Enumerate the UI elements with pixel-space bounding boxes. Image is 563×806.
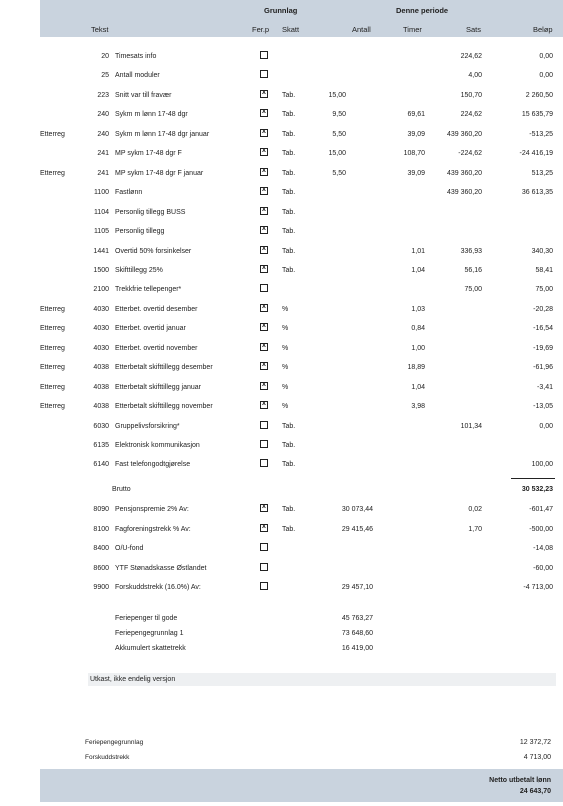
row-prefix: Etterreg bbox=[40, 130, 65, 138]
row-amount: 2 260,50 bbox=[525, 91, 553, 99]
summary-label: Forskuddstrekk bbox=[85, 754, 130, 761]
row-amount: 75,00 bbox=[535, 286, 553, 294]
row-tax: % bbox=[282, 364, 289, 372]
row-tax: Tab. bbox=[282, 247, 296, 255]
row-amount: -61,96 bbox=[533, 364, 553, 372]
col-ferp-heading: Fer.p bbox=[252, 25, 270, 34]
row-rate: 439 360,20 bbox=[446, 189, 482, 197]
row-code: 1500 bbox=[93, 266, 109, 274]
row-prefix: Etterreg bbox=[40, 383, 65, 391]
fer-checkbox[interactable] bbox=[260, 51, 268, 59]
row-amount: -14,08 bbox=[533, 545, 553, 552]
row-hours: 1,70 bbox=[468, 525, 482, 533]
row-qty: 5,50 bbox=[332, 130, 346, 138]
col-amount-heading: Beløp bbox=[533, 25, 553, 34]
row-amount: 0,00 bbox=[539, 72, 553, 80]
fer-checkbox[interactable] bbox=[260, 304, 268, 312]
row-code: 8090 bbox=[93, 506, 109, 513]
row-text: Personlig tillegg bbox=[115, 228, 165, 236]
deduction-row bbox=[0, 520, 563, 539]
row-amount: 340,30 bbox=[531, 247, 553, 255]
row-amount: -24 416,19 bbox=[519, 150, 553, 158]
row-hours: 39,09 bbox=[407, 169, 425, 177]
row-amount: 36 613,35 bbox=[521, 189, 553, 197]
row-qty: 5,50 bbox=[332, 169, 346, 177]
row-code: 2100 bbox=[93, 286, 109, 294]
row-amount: -500,00 bbox=[529, 525, 553, 533]
row-tax: Tab. bbox=[282, 111, 296, 119]
row-tax: Tab. bbox=[282, 150, 296, 158]
row-tax: Tab. bbox=[282, 208, 296, 216]
row-amount: -513,25 bbox=[529, 130, 553, 138]
row-text: Gruppelivsforsikring* bbox=[115, 422, 180, 430]
table-row bbox=[0, 397, 563, 416]
col-text-heading: Tekst bbox=[91, 25, 109, 34]
deduction-row bbox=[0, 578, 563, 597]
summary-value: 12 372,72 bbox=[519, 739, 551, 746]
row-amount: -60,00 bbox=[533, 564, 553, 572]
table-row bbox=[0, 144, 563, 163]
row-code: 6135 bbox=[93, 442, 109, 449]
fer-checkbox[interactable] bbox=[260, 129, 268, 137]
row-amount: 15 635,79 bbox=[521, 111, 553, 119]
row-rate: 101,34 bbox=[460, 422, 482, 430]
row-code: 4038 bbox=[93, 364, 109, 372]
net-pay-value: 24 643,70 bbox=[519, 788, 551, 795]
fer-checkbox[interactable] bbox=[260, 440, 268, 448]
row-tax: % bbox=[282, 325, 289, 333]
row-prefix: Etterreg bbox=[40, 305, 65, 313]
row-amount: -20,28 bbox=[533, 305, 553, 313]
row-text: Timesats info bbox=[115, 53, 157, 60]
row-prefix: Etterreg bbox=[40, 403, 65, 411]
row-code: 1100 bbox=[93, 189, 109, 197]
row-code: 6140 bbox=[93, 461, 109, 469]
row-prefix: Etterreg bbox=[40, 344, 65, 352]
row-amount: 0,00 bbox=[539, 422, 553, 430]
row-text: Sykm m lønn 17-48 dgr bbox=[115, 111, 188, 119]
table-row bbox=[0, 339, 563, 358]
table-row bbox=[0, 222, 563, 241]
row-rate: 4,00 bbox=[468, 72, 482, 80]
info-label: Feriepenger til gode bbox=[115, 615, 178, 622]
fer-checkbox[interactable] bbox=[260, 226, 268, 234]
row-text: YTF Stønadskasse Østlandet bbox=[115, 564, 207, 572]
row-rate: -224,62 bbox=[458, 150, 482, 158]
row-code: 8100 bbox=[93, 525, 109, 533]
row-tax: Tab. bbox=[282, 422, 296, 430]
col-qty-heading: Antall bbox=[352, 25, 371, 34]
row-code: 20 bbox=[101, 53, 109, 60]
row-amount: -601,47 bbox=[529, 506, 553, 513]
group-period-heading: Denne periode bbox=[396, 6, 449, 15]
row-hours: 1,00 bbox=[411, 344, 425, 352]
row-code: 4038 bbox=[93, 383, 109, 391]
row-code: 240 bbox=[97, 111, 109, 119]
row-text: Antall moduler bbox=[115, 72, 160, 80]
row-hours: 108,70 bbox=[403, 150, 425, 158]
row-qty: 15,00 bbox=[328, 150, 346, 158]
fer-checkbox[interactable] bbox=[260, 109, 268, 117]
row-tax: % bbox=[282, 344, 289, 352]
fer-checkbox[interactable] bbox=[260, 382, 268, 390]
row-text: Etterbetalt skifttillegg desember bbox=[115, 364, 213, 372]
row-rate: 224,62 bbox=[460, 111, 482, 119]
row-code: 1105 bbox=[93, 228, 109, 236]
row-rate: 439 360,20 bbox=[446, 169, 482, 177]
row-code: 4038 bbox=[93, 403, 109, 411]
deduction-row bbox=[0, 500, 563, 519]
row-tax: Tab. bbox=[282, 189, 296, 197]
fer-checkbox[interactable] bbox=[260, 563, 268, 571]
row-code: 25 bbox=[101, 72, 109, 80]
fer-checkbox[interactable] bbox=[260, 504, 268, 512]
info-row bbox=[0, 639, 563, 658]
row-text: Skifttillegg 25% bbox=[115, 266, 163, 274]
gross-amount: 30 532,23 bbox=[521, 486, 553, 493]
row-hours: 1,04 bbox=[411, 266, 425, 274]
gross-row bbox=[0, 480, 563, 499]
table-row bbox=[0, 300, 563, 319]
col-rate-heading: Sats bbox=[466, 25, 482, 34]
row-amount: 513,25 bbox=[531, 169, 553, 177]
fer-checkbox[interactable] bbox=[260, 543, 268, 551]
row-code: 6030 bbox=[93, 422, 109, 430]
row-rate: 75,00 bbox=[464, 286, 482, 294]
table-row bbox=[0, 358, 563, 377]
row-text: Personlig tillegg BUSS bbox=[115, 208, 186, 216]
table-row bbox=[0, 242, 563, 261]
row-text: Fast telefongodtgjørelse bbox=[115, 461, 191, 469]
info-label: Akkumulert skattetrekk bbox=[115, 645, 186, 652]
row-amount: -16,54 bbox=[533, 325, 553, 333]
row-rate: 224,62 bbox=[460, 53, 482, 60]
table-row bbox=[0, 183, 563, 202]
fer-checkbox[interactable] bbox=[260, 207, 268, 215]
col-tax-heading: Skatt bbox=[282, 25, 300, 34]
summary-row bbox=[0, 748, 563, 767]
row-text: Etterbet. overtid januar bbox=[115, 325, 186, 333]
fer-checkbox[interactable] bbox=[260, 265, 268, 273]
gross-label: Brutto bbox=[112, 486, 131, 493]
row-code: 9900 bbox=[93, 584, 109, 591]
row-hours: 3,98 bbox=[411, 403, 425, 411]
row-tax: % bbox=[282, 305, 289, 313]
col-hours-heading: Timer bbox=[403, 25, 422, 34]
row-text: Etterbetalt skifttillegg november bbox=[115, 403, 213, 411]
row-text: Elektronisk kommunikasjon bbox=[115, 442, 200, 449]
row-text: Etterbet. overtid desember bbox=[115, 305, 198, 313]
row-hours: 1,03 bbox=[411, 305, 425, 313]
row-code: 1441 bbox=[93, 247, 109, 255]
row-tax: % bbox=[282, 403, 289, 411]
row-qty: 29 457,10 bbox=[341, 584, 373, 591]
row-code: 241 bbox=[97, 150, 109, 158]
net-pay-footer bbox=[40, 769, 563, 802]
fer-checkbox[interactable] bbox=[260, 70, 268, 78]
info-label: Feriepengegrunnlag 1 bbox=[115, 630, 184, 637]
row-rate: 336,93 bbox=[460, 247, 482, 255]
row-text: Fastlønn bbox=[115, 189, 143, 197]
row-text: Fagforeningstrekk % Av: bbox=[115, 525, 191, 533]
table-row bbox=[0, 319, 563, 338]
table-row bbox=[0, 66, 563, 85]
table-row bbox=[0, 86, 563, 105]
row-hours: 69,61 bbox=[407, 111, 425, 119]
summary-label: Feriepengegrunnlag bbox=[85, 739, 144, 746]
info-value: 45 763,27 bbox=[341, 615, 373, 622]
row-qty: 9,50 bbox=[332, 111, 346, 119]
info-value: 16 419,00 bbox=[341, 645, 373, 652]
row-text: Etterbetalt skifttillegg januar bbox=[115, 383, 201, 391]
table-row bbox=[0, 455, 563, 474]
row-text: Forskuddstrekk (16.0%) Av: bbox=[115, 584, 201, 591]
row-tax: % bbox=[282, 383, 289, 391]
row-rate: 439 360,20 bbox=[446, 130, 482, 138]
row-amount: -13,05 bbox=[533, 403, 553, 411]
summary-value: 4 713,00 bbox=[523, 754, 551, 761]
fer-checkbox[interactable] bbox=[260, 323, 268, 331]
row-code: 240 bbox=[97, 130, 109, 138]
fer-checkbox[interactable] bbox=[260, 284, 268, 292]
row-text: Sykm m lønn 17-48 dgr januar bbox=[115, 130, 210, 138]
row-amount: 100,00 bbox=[531, 461, 553, 469]
row-text: MP sykm 17-48 dgr F bbox=[115, 150, 182, 158]
fer-checkbox[interactable] bbox=[260, 524, 268, 532]
row-text: O/U-fond bbox=[115, 545, 144, 552]
row-text: Pensjonspremie 2% Av: bbox=[115, 506, 189, 513]
row-tax: Tab. bbox=[282, 228, 296, 236]
fer-checkbox[interactable] bbox=[260, 362, 268, 370]
row-tax: Tab. bbox=[282, 91, 296, 99]
table-row bbox=[0, 378, 563, 397]
row-tax: Tab. bbox=[282, 266, 296, 274]
row-code: 4030 bbox=[93, 325, 109, 333]
net-pay-label: Netto utbetalt lønn bbox=[489, 777, 551, 784]
table-row bbox=[0, 164, 563, 183]
fer-checkbox[interactable] bbox=[260, 459, 268, 467]
table-row bbox=[0, 125, 563, 144]
row-amount: 58,41 bbox=[535, 266, 553, 274]
row-hours: 0,02 bbox=[468, 506, 482, 513]
fer-checkbox[interactable] bbox=[260, 187, 268, 195]
table-row bbox=[0, 280, 563, 299]
fer-checkbox[interactable] bbox=[260, 168, 268, 176]
row-amount: -4 713,00 bbox=[523, 584, 553, 591]
row-prefix: Etterreg bbox=[40, 169, 65, 177]
fer-checkbox[interactable] bbox=[260, 401, 268, 409]
row-text: Snitt var till fravær bbox=[115, 91, 172, 99]
row-text: MP sykm 17-48 dgr F januar bbox=[115, 169, 204, 177]
row-text: Trekkfrie tellepenger* bbox=[115, 286, 182, 294]
row-code: 8400 bbox=[93, 545, 109, 552]
row-tax: Tab. bbox=[282, 525, 296, 533]
row-hours: 1,01 bbox=[411, 247, 425, 255]
row-code: 4030 bbox=[93, 344, 109, 352]
table-header bbox=[40, 0, 563, 37]
row-code: 241 bbox=[97, 169, 109, 177]
row-amount: 0,00 bbox=[539, 53, 553, 60]
draft-note: Utkast, ikke endelig versjon bbox=[90, 676, 176, 683]
row-qty: 15,00 bbox=[328, 91, 346, 99]
row-prefix: Etterreg bbox=[40, 364, 65, 372]
row-tax: Tab. bbox=[282, 506, 296, 513]
row-hours: 0,84 bbox=[411, 325, 425, 333]
row-code: 223 bbox=[97, 91, 109, 99]
row-amount: -19,69 bbox=[533, 344, 553, 352]
row-tax: Tab. bbox=[282, 169, 296, 177]
fer-checkbox[interactable] bbox=[260, 246, 268, 254]
table-row bbox=[0, 436, 563, 455]
fer-checkbox[interactable] bbox=[260, 421, 268, 429]
row-rate: 150,70 bbox=[460, 91, 482, 99]
row-tax: Tab. bbox=[282, 461, 296, 469]
row-qty: 29 415,46 bbox=[341, 525, 373, 533]
table-row bbox=[0, 417, 563, 436]
row-rate: 56,16 bbox=[464, 266, 482, 274]
row-hours: 18,89 bbox=[407, 364, 425, 372]
row-tax: Tab. bbox=[282, 130, 296, 138]
group-basis-heading: Grunnlag bbox=[264, 6, 298, 15]
row-qty: 30 073,44 bbox=[341, 506, 373, 513]
draft-note-bar bbox=[88, 673, 556, 686]
table-row bbox=[0, 105, 563, 124]
row-code: 8600 bbox=[93, 564, 109, 572]
fer-checkbox[interactable] bbox=[260, 582, 268, 590]
row-text: Etterbet. overtid november bbox=[115, 344, 198, 352]
info-value: 73 648,60 bbox=[341, 630, 373, 637]
row-text: Overtid 50% forsinkelser bbox=[115, 247, 192, 255]
row-hours: 39,09 bbox=[407, 130, 425, 138]
row-hours: 1,04 bbox=[411, 383, 425, 391]
deduction-row bbox=[0, 559, 563, 578]
row-tax: Tab. bbox=[282, 442, 296, 449]
table-row bbox=[0, 261, 563, 280]
row-code: 4030 bbox=[93, 305, 109, 313]
fer-checkbox[interactable] bbox=[260, 148, 268, 156]
row-code: 1104 bbox=[93, 208, 109, 216]
row-prefix: Etterreg bbox=[40, 325, 65, 333]
deduction-row bbox=[0, 539, 563, 558]
gross-rule bbox=[511, 478, 555, 479]
fer-checkbox[interactable] bbox=[260, 90, 268, 98]
row-amount: -3,41 bbox=[537, 383, 553, 391]
fer-checkbox[interactable] bbox=[260, 343, 268, 351]
table-row bbox=[0, 203, 563, 222]
table-row bbox=[0, 47, 563, 66]
